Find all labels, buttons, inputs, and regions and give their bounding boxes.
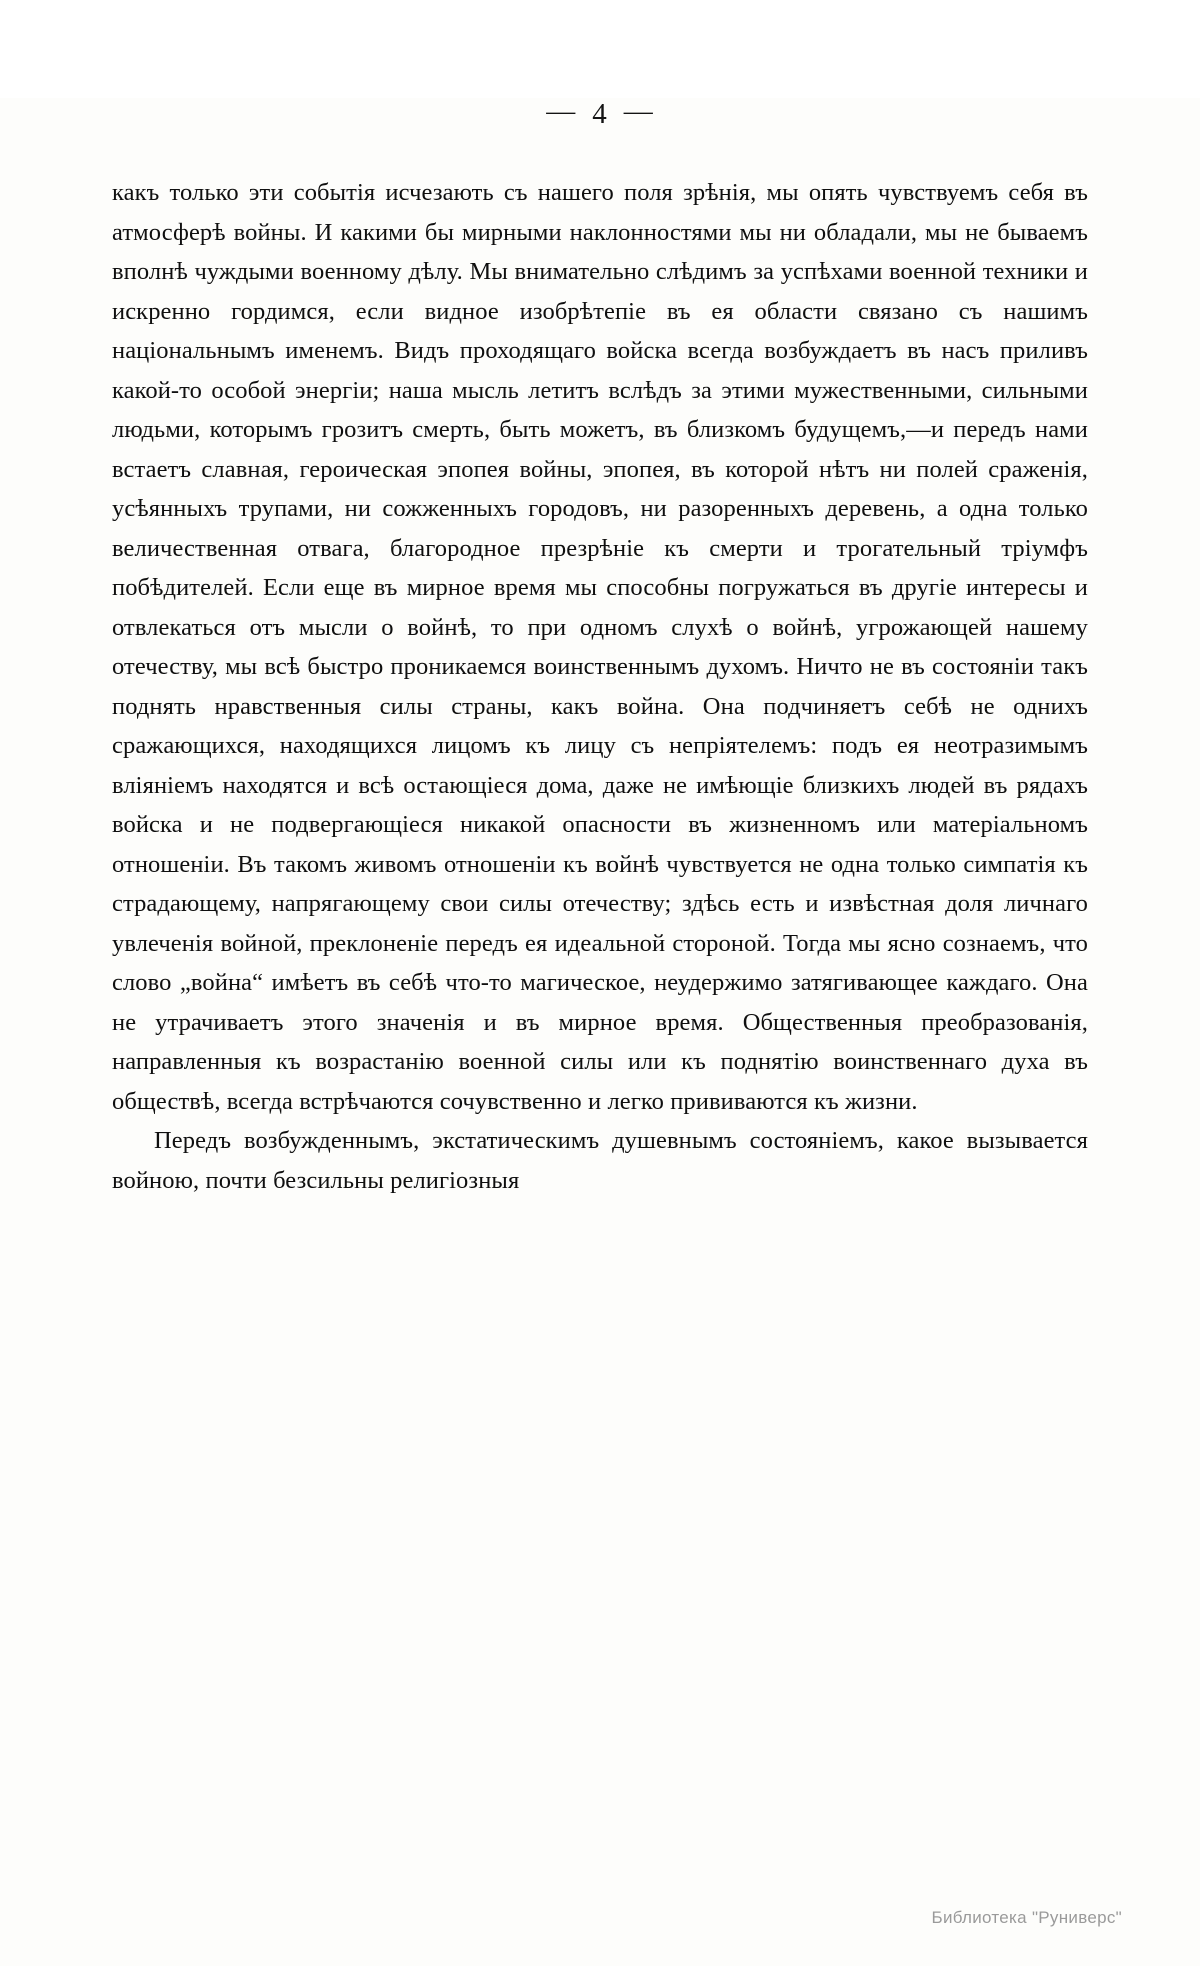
body-text [112,173,1088,1200]
document-page [0,95,1200,1966]
page-number [0,95,1200,131]
paragraph: Передъ возбужденнымъ, экстатическимъ душевнымъ состояніемъ, какое вызывается войною, почти безсильны религіозныя [112,1127,1088,1194]
paragraph: какъ только эти событія исчезають съ нашего поля зрѣнія, мы опять чувствуемъ себя въ атмосферѣ войны. И какими бы мирными наклонностями мы ни обладали, мы не бываемъ вполнѣ чуждыми военному дѣлу. Мы внимательно слѣдимъ за успѣхами военной техники и искренно гордимся, если видное изобрѣтепіе въ ея области связано съ нашимъ національнымъ именемъ. Видъ проходящаго войска всегда возбуждаетъ въ насъ приливъ какой-то особой энергіи; наша мысль летитъ вслѣдъ за этими мужественными, сильными людьми, которымъ грозитъ смерть, быть можетъ, въ близкомъ будущемъ,—и передъ нами встаетъ славная, героическая эпопея войны, эпопея, въ которой нѣтъ ни полей сраженія, усѣянныхъ трупами, ни сожженныхъ городовъ, ни разоренныхъ деревень, а одна только величественная отвага, благородное презрѣніе къ смерти и трогательный тріумфъ побѣдителей. Если еще въ мирное время мы способны погружаться въ другіе интересы и отвлекаться отъ мысли о войнѣ, то при одномъ слухѣ о войнѣ, угрожающей нашему отечеству, мы всѣ быстро проникаемся воинственнымъ духомъ. Ничто не въ состояніи такъ поднять нравственныя силы страны, какъ война. Она подчиняетъ себѣ не однихъ сражающихся, находящихся лицомъ къ лицу съ непріятелемъ: подъ ея неотразимымъ вліяніемъ находятся и всѣ остающіеся дома, даже не имѣющіе близкихъ людей въ рядахъ войска и не подвергающіеся никакой опасности въ жизненномъ или матеріальномъ отношеніи. Въ такомъ живомъ отношеніи къ войнѣ чувствуется не одна только симпатія къ страдающему, напрягающему свои силы отечеству; здѣсь есть и извѣстная доля личнаго увлеченія войной, преклоненіе передъ ея идеальной стороной. Тогда мы ясно сознаемъ, что слово „война“ имѣетъ въ себѣ что-то магическое, неудержимо затягивающее каждаго. Она не утрачиваетъ этого значенія и въ мирное время. Общественныя преобразованія, направленныя къ возрастанію военной силы или къ поднятію воинственнаго духа въ обществѣ, всегда встрѣчаются сочувственно и легко прививаются къ жизни. [112,179,1088,1115]
page-number-dash-right: — [623,95,654,127]
library-watermark: Библиотека "Руниверс" [931,1908,1122,1927]
page-number-value: 4 [592,98,608,130]
page-number-dash-left: — [546,95,577,127]
